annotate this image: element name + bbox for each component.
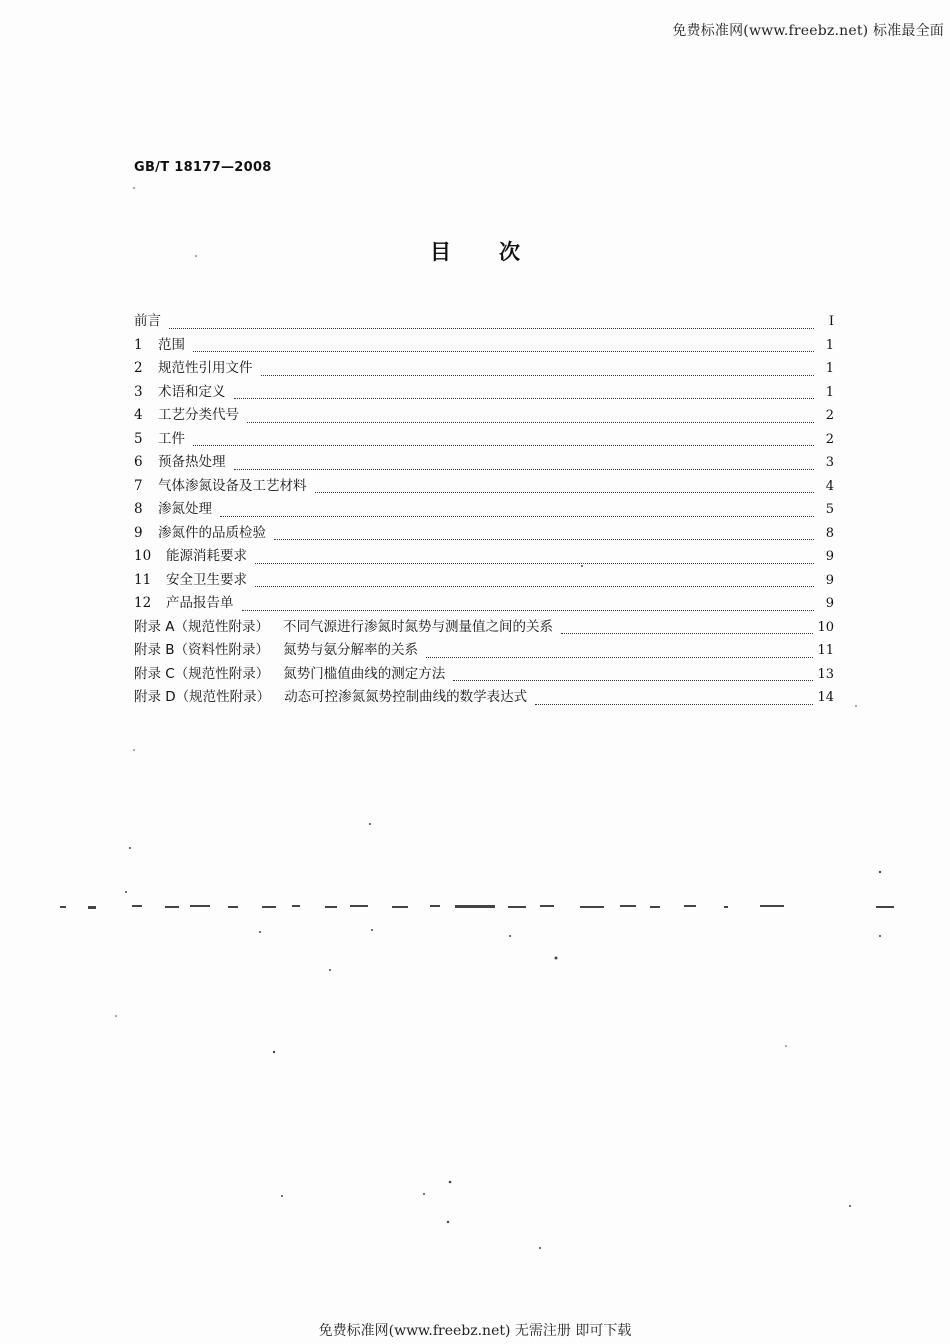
toc-appendix-title: 动态可控渗氮氮势控制曲线的数学表达式	[284, 689, 528, 705]
toc-appendix-entry[interactable]	[134, 638, 834, 662]
toc-entry-number: 9	[134, 524, 143, 541]
toc-leader-dots	[242, 609, 815, 611]
toc-entry-page: 4	[825, 478, 834, 494]
toc-entry[interactable]	[134, 309, 834, 333]
toc-entry-page: 9	[825, 596, 834, 611]
toc-appendix-label: 附录 A（规范性附录）	[134, 618, 270, 635]
toc-entry-number: 3	[134, 383, 143, 400]
toc-leader-dots	[315, 491, 815, 493]
toc-entry[interactable]	[134, 356, 834, 380]
toc-entry-number: 10	[134, 548, 152, 564]
toc-leader-dots	[274, 538, 814, 540]
toc-entry-number: 12	[134, 595, 152, 611]
toc-leader-dots	[453, 679, 813, 681]
toc-entry-label: 工艺分类代号	[158, 407, 239, 423]
toc-entry-page: 8	[825, 525, 834, 541]
toc-entry[interactable]	[134, 591, 834, 615]
toc-leader-dots	[193, 444, 814, 446]
toc-leader-dots	[193, 350, 814, 352]
toc-appendix-page: 13	[817, 666, 834, 682]
toc-entry[interactable]	[134, 474, 834, 498]
toc-leader-dots	[255, 562, 814, 564]
toc-entry[interactable]	[134, 427, 834, 451]
toc-entry-number: 7	[134, 477, 143, 494]
toc-appendix-entry[interactable]	[134, 615, 834, 639]
toc-entry[interactable]	[134, 403, 834, 427]
toc-appendix-entry[interactable]	[134, 685, 834, 709]
toc-entry[interactable]	[134, 450, 834, 474]
toc-entry-page: I	[828, 314, 834, 329]
toc-entry-page: 9	[825, 572, 834, 588]
toc-leader-dots	[247, 421, 814, 423]
toc-entry[interactable]	[134, 497, 834, 521]
toc-entry[interactable]	[134, 521, 834, 545]
toc-appendix-page: 14	[817, 690, 834, 705]
toc-entry-label: 产品报告单	[166, 595, 234, 611]
toc-leader-dots	[535, 703, 813, 705]
table-of-contents	[134, 309, 834, 709]
toc-entry-page: 1	[825, 337, 834, 353]
toc-entry[interactable]	[134, 544, 834, 568]
toc-entry-number: 5	[134, 430, 143, 447]
toc-entry[interactable]	[134, 333, 834, 357]
toc-leader-dots	[261, 374, 815, 376]
toc-entry-page: 3	[825, 455, 834, 470]
toc-leader-dots	[220, 515, 814, 517]
toc-title: 目次	[430, 240, 568, 264]
toc-entry-page: 9	[825, 549, 834, 564]
toc-leader-dots	[169, 327, 814, 329]
toc-leader-dots	[561, 632, 813, 634]
toc-entry-number: 2	[134, 360, 143, 376]
toc-entry-label: 工件	[158, 430, 185, 447]
toc-entry-page: 1	[825, 361, 834, 376]
toc-entry-label: 渗氮处理	[158, 501, 212, 517]
toc-appendix-entry[interactable]	[134, 662, 834, 686]
toc-entry-label: 规范性引用文件	[158, 360, 253, 376]
toc-entry[interactable]	[134, 380, 834, 404]
toc-entry-label: 术语和定义	[158, 383, 226, 400]
toc-appendix-title: 氮势与氨分解率的关系	[283, 642, 419, 658]
toc-entry-label: 安全卫生要求	[166, 571, 247, 588]
toc-appendix-page: 10	[817, 619, 834, 635]
toc-appendix-label: 附录 C（规范性附录）	[134, 665, 270, 682]
toc-appendix-title: 氮势门槛值曲线的测定方法	[283, 665, 446, 682]
toc-entry-number: 6	[134, 454, 143, 470]
toc-leader-dots	[255, 585, 814, 587]
toc-entry-label: 气体渗氮设备及工艺材料	[158, 477, 307, 494]
toc-appendix-label: 附录 D（规范性附录）	[134, 689, 271, 705]
toc-entry-number: 11	[134, 571, 152, 588]
toc-entry-number: 4	[134, 407, 143, 423]
toc-entry-number: 8	[134, 501, 143, 517]
toc-entry-label: 渗氮件的品质检验	[158, 524, 266, 541]
toc-entry-page: 5	[825, 502, 834, 517]
toc-entry[interactable]	[134, 568, 834, 592]
toc-entry-page: 2	[825, 408, 834, 423]
toc-entry-page: 2	[825, 431, 834, 447]
toc-entry-page: 1	[825, 384, 834, 400]
watermark-bottom: 免费标准网(www.freebz.net) 无需注册 即可下载	[318, 1323, 632, 1339]
toc-appendix-page: 11	[817, 643, 834, 658]
watermark-top: 免费标准网(www.freebz.net) 标准最全面	[672, 23, 944, 39]
toc-entry-label: 前言	[134, 313, 161, 329]
standard-code: GB/T 18177—2008	[134, 160, 272, 175]
toc-appendix-title: 不同气源进行渗氮时氮势与测量值之间的关系	[283, 618, 554, 635]
toc-leader-dots	[234, 468, 815, 470]
toc-entry-label: 能源消耗要求	[166, 548, 247, 564]
toc-entry-label: 范围	[158, 336, 185, 353]
toc-entry-number: 1	[134, 336, 143, 353]
toc-appendix-label: 附录 B（资料性附录）	[134, 642, 270, 658]
toc-entry-label: 预备热处理	[158, 454, 226, 470]
toc-leader-dots	[426, 656, 813, 658]
toc-leader-dots	[234, 397, 815, 399]
